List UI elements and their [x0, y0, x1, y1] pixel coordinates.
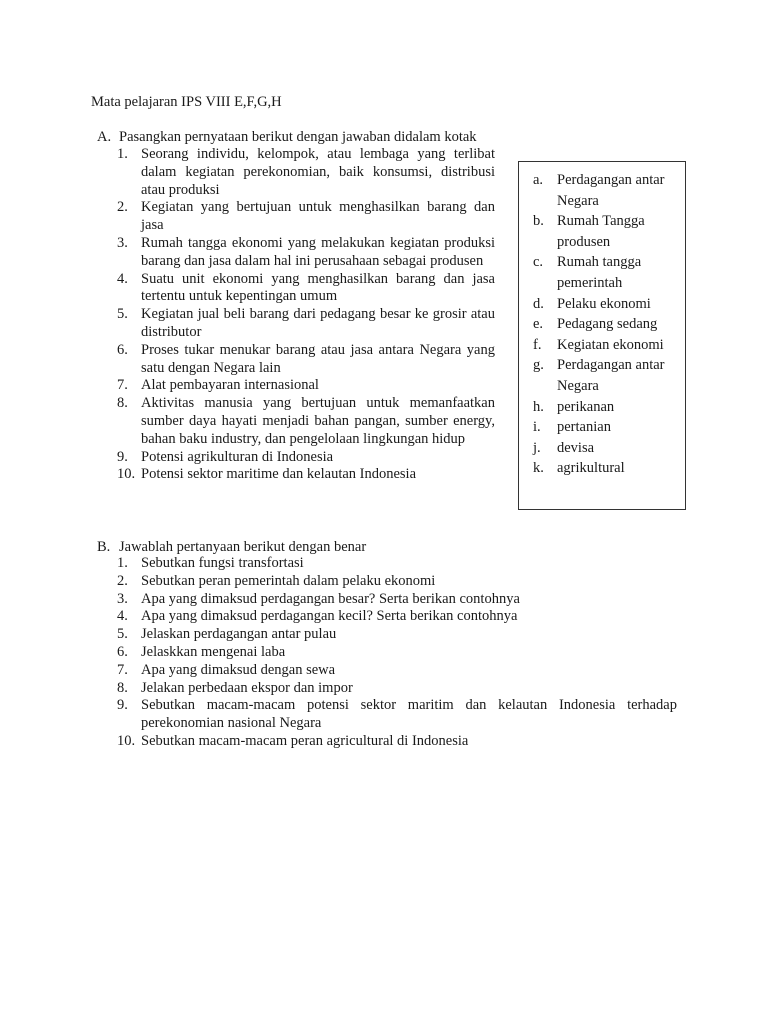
answer-text: Kegiatan ekonomi [557, 336, 664, 353]
answer-letter: h. [533, 398, 544, 415]
list-item [117, 591, 677, 609]
item-number: 7. [117, 661, 128, 678]
item-text: Rumah tangga ekonomi yang melakukan kegiatan produksi barang dan jasa dalam hal ini perusahaan sebagai produsen [141, 234, 495, 269]
item-text: Sebutkan macam-macam potensi sektor maritim dan kelautan Indonesia terhadap perekonomian nasional Negara [141, 697, 677, 732]
item-number: 8. [117, 395, 128, 412]
item-number: 7. [117, 377, 128, 394]
answer-item [533, 170, 681, 211]
list-item [117, 573, 677, 591]
list-item [117, 644, 677, 662]
item-text: Suatu unit ekonomi yang menghasilkan barang dan jasa tertentu untuk kepentingan umum [141, 270, 495, 305]
answer-letter: a. [533, 172, 544, 188]
section-a-heading [97, 128, 477, 146]
item-text: Kegiatan jual beli barang dari pedagang besar ke grosir atau distributor [141, 306, 495, 340]
item-number: 2. [117, 199, 128, 216]
answer-box [518, 161, 686, 510]
list-item [117, 733, 677, 751]
list-item [117, 555, 677, 573]
list-item [117, 395, 495, 448]
item-text: Jelaskan perdagangan antar pulau [141, 626, 337, 643]
list-item [117, 662, 677, 680]
list-item [117, 342, 495, 378]
item-number: 8. [117, 679, 128, 696]
answer-item [533, 417, 681, 438]
item-text: Apa yang dimaksud perdagangan besar? Serta berikan contohnya [141, 590, 520, 607]
list-item [117, 199, 495, 235]
item-text: Potensi agrikulturan di Indonesia [141, 448, 334, 465]
item-number: 6. [117, 643, 128, 660]
list-item [117, 449, 495, 467]
section-a-letter: A. [97, 129, 112, 145]
answer-item [533, 314, 681, 335]
item-number: 2. [117, 572, 128, 589]
list-item [117, 626, 677, 644]
item-number: 4. [117, 608, 128, 625]
answer-text: Rumah Tangga produsen [557, 213, 645, 250]
item-text: Kegiatan yang bertujuan untuk menghasilkan barang dan jasa [141, 199, 495, 234]
item-text: Alat pembayaran internasional [141, 377, 319, 394]
section-a-heading-text: Pasangkan pernyataan berikut dengan jawaban didalam kotak [119, 129, 477, 145]
answer-letter: j. [533, 439, 541, 456]
answer-letter: k. [533, 460, 544, 477]
item-number: 5. [117, 626, 128, 643]
section-b-heading-text: Jawablah pertanyaan berikut dengan benar [119, 539, 367, 555]
section-b-list [117, 555, 677, 751]
item-text: Potensi sektor maritime dan kelautan Indonesia [141, 466, 417, 483]
answer-letter: b. [533, 213, 544, 230]
answer-letter: e. [533, 316, 544, 333]
answer-list [533, 170, 681, 479]
answer-text: Perdagangan antar Negara [557, 357, 665, 394]
item-number: 9. [117, 697, 128, 714]
section-b-heading [97, 538, 366, 556]
item-text: Jelakan perbedaan ekspor dan impor [141, 679, 353, 696]
item-text: Jelaskkan mengenai laba [141, 643, 286, 660]
item-text: Sebutkan peran pemerintah dalam pelaku ekonomi [141, 572, 436, 589]
answer-text: Pedagang sedang [557, 316, 658, 333]
answer-letter: g. [533, 357, 544, 374]
item-text: Aktivitas manusia yang bertujuan untuk memanfaatkan sumber daya hayati menjadi bahan pangan, sumber energy, bahan baku industry, dan pengelolaan lingkungan hidup [141, 395, 495, 447]
list-item [117, 271, 495, 307]
answer-item [533, 355, 681, 396]
answer-text: agrikultural [557, 460, 625, 477]
item-number: 10. [117, 466, 136, 483]
list-item [117, 235, 495, 271]
item-number: 1. [117, 146, 128, 162]
document-title: Mata pelajaran IPS VIII E,F,G,H [91, 94, 282, 110]
answer-text: Rumah tangga pemerintah [557, 254, 642, 291]
answer-item [533, 294, 681, 315]
answer-text: devisa [557, 439, 595, 456]
section-b-letter: B. [97, 539, 111, 555]
answer-item [533, 397, 681, 418]
section-a-list [117, 146, 495, 484]
answer-item [533, 211, 681, 252]
item-number: 4. [117, 270, 128, 287]
list-item [117, 680, 677, 698]
item-number: 3. [117, 590, 128, 607]
answer-item [533, 438, 681, 459]
item-text: Apa yang dimaksud perdagangan kecil? Serta berikan contohnya [141, 608, 518, 625]
answer-letter: i. [533, 419, 541, 436]
answer-letter: d. [533, 295, 544, 312]
item-number: 3. [117, 234, 128, 251]
answer-item [533, 335, 681, 356]
answer-item [533, 458, 681, 479]
item-number: 1. [117, 555, 128, 571]
item-text: Sebutkan fungsi transfortasi [141, 555, 304, 571]
list-item [117, 608, 677, 626]
item-text: Sebutkan macam-macam peran agricultural di Indonesia [141, 732, 469, 749]
item-number: 10. [117, 732, 136, 749]
answer-text: perikanan [557, 398, 615, 415]
list-item [117, 697, 677, 733]
item-text: Proses tukar menukar barang atau jasa antara Negara yang satu dengan Negara lain [141, 341, 495, 376]
answer-item [533, 252, 681, 293]
list-item [117, 377, 495, 395]
answer-letter: c. [533, 254, 544, 271]
item-text: Apa yang dimaksud dengan sewa [141, 661, 336, 678]
list-item [117, 306, 495, 342]
list-item [117, 466, 495, 484]
item-number: 6. [117, 341, 128, 358]
item-number: 9. [117, 448, 128, 465]
answer-letter: f. [533, 336, 542, 353]
item-text: Seorang individu, kelompok, atau lembaga yang terlibat dalam kegiatan perekonomian, baik konsumsi, distribusi atau produksi [141, 146, 495, 198]
item-number: 5. [117, 306, 128, 323]
answer-text: pertanian [557, 419, 611, 436]
answer-text: Perdagangan antar Negara [557, 172, 665, 209]
list-item [117, 146, 495, 199]
answer-text: Pelaku ekonomi [557, 295, 651, 312]
